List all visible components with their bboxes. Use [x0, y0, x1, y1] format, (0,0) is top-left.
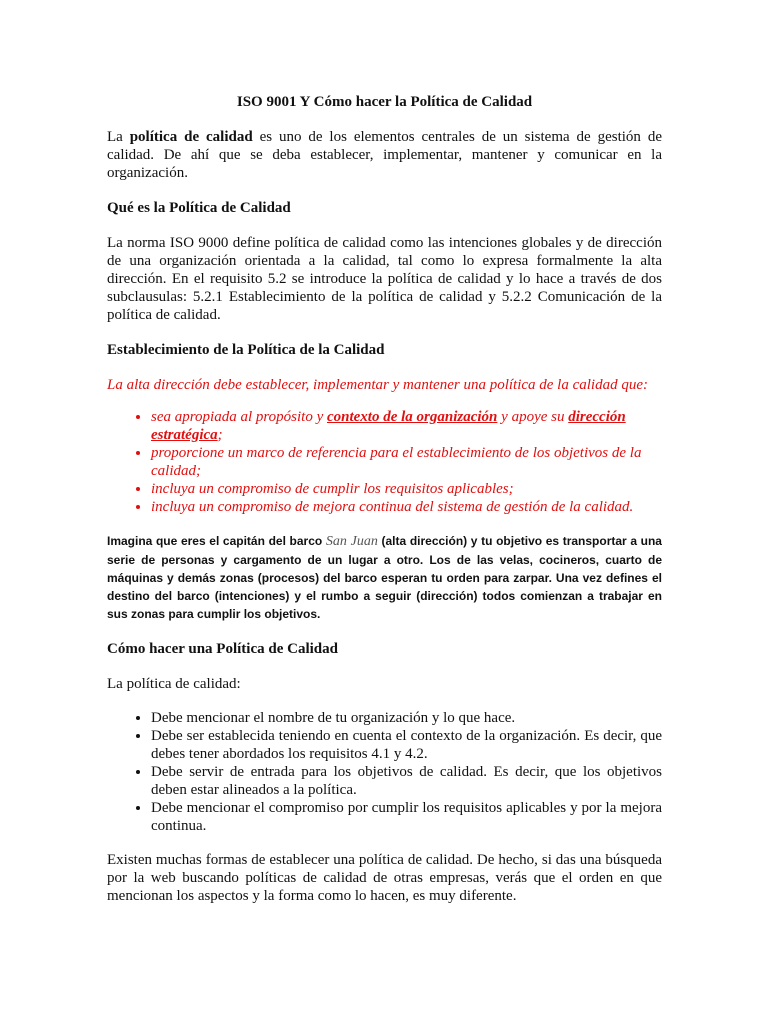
list-item-text: sea apropiada al propósito y: [151, 409, 327, 425]
list-item: • incluya un compromiso de mejora continua del sistema de gestión de la calidad.: [151, 498, 662, 516]
red-intro-text: La alta dirección debe establecer, implementar y mantener una política de la calidad que:: [107, 377, 648, 393]
link-contexto-organizacion[interactable]: contexto de la organización: [326, 409, 498, 425]
intro-lead: La: [107, 129, 130, 145]
analogy-text: Imagina que eres el capitán del barco: [107, 534, 326, 548]
list-item: • incluya un compromiso de cumplir los requisitos aplicables;: [151, 480, 662, 498]
section-como-hacer-lead: La política de calidad:: [107, 676, 241, 692]
analogy-text: (alta dirección) y tu objetivo es transportar a una serie de personas y cargamento de un lugar a otro. Los de las velas, cocineros, cuarto de máquinas y demás zonas (procesos) del barco esperan tu orden para zarpar. Una vez defines el destino del barco (intenciones) y el rumbo a seguir (dirección) todos comienzan a trabajar en sus zonas para cumplir los objetivos.: [107, 534, 662, 621]
list-item: [151, 408, 662, 444]
closing-paragraph: Existen muchas formas de establecer una política de calidad. De hecho, si das una búsqueda por la web buscando políticas de calidad de otras empresas, verás que el orden en que mencionan los aspectos y la forma como lo hacen, es muy diferente.: [107, 852, 662, 904]
intro-bold-term: política de calidad: [129, 129, 253, 145]
intro-rest: es uno de los elementos centrales de un sistema de gestión de calidad. De ahí que se deba establecer, implementar, mantener y comunicar en la organización.: [107, 129, 662, 181]
section-heading-que-es: Qué es la Política de Calidad: [107, 200, 291, 216]
document-title: ISO 9001 Y Cómo hacer la Política de Calidad: [236, 94, 533, 110]
ship-analogy-paragraph: [107, 532, 662, 623]
ship-name: San Juan: [325, 534, 378, 549]
list-item: • Debe servir de entrada para los objetivos de calidad. Es decir, que los objetivos deben estar alineados a la política.: [151, 763, 662, 799]
link-direccion-estrategica[interactable]: dirección estratégica: [151, 409, 626, 443]
list-item: • Debe mencionar el compromiso por cumplir los requisitos aplicables y por la mejora continua.: [151, 799, 662, 835]
section-heading-como-hacer: Cómo hacer una Política de Calidad: [107, 641, 338, 657]
list-item: • proporcione un marco de referencia para el establecimiento de los objetivos de la calidad;: [151, 444, 662, 480]
intro-paragraph: [107, 128, 662, 182]
section-heading-establecimiento: Establecimiento de la Política de la Calidad: [107, 342, 385, 358]
list-item: • Debe mencionar el nombre de tu organización y lo que hace.: [151, 709, 662, 727]
list-item-text: y apoye su: [497, 409, 569, 425]
section-que-es-paragraph: La norma ISO 9000 define política de calidad como las intenciones globales y de dirección de una organización orientada a la calidad, tal como lo expresa formalmente la alta dirección. En el requisito 5.2 se introduce la política de calidad y lo hace a través de dos subclausulas: 5.2.1 Establecimiento de la política de calidad y 5.2.2 Comunicación de la política de calidad.: [107, 235, 662, 323]
list-item: • Debe ser establecida teniendo en cuenta el contexto de la organización. Es decir, que debes tener abordados los requisitos 4.1 y 4.2.: [151, 727, 662, 763]
policy-bullet-list: [107, 709, 662, 835]
list-item-text: ;: [217, 427, 223, 443]
requirements-list: [107, 408, 662, 516]
